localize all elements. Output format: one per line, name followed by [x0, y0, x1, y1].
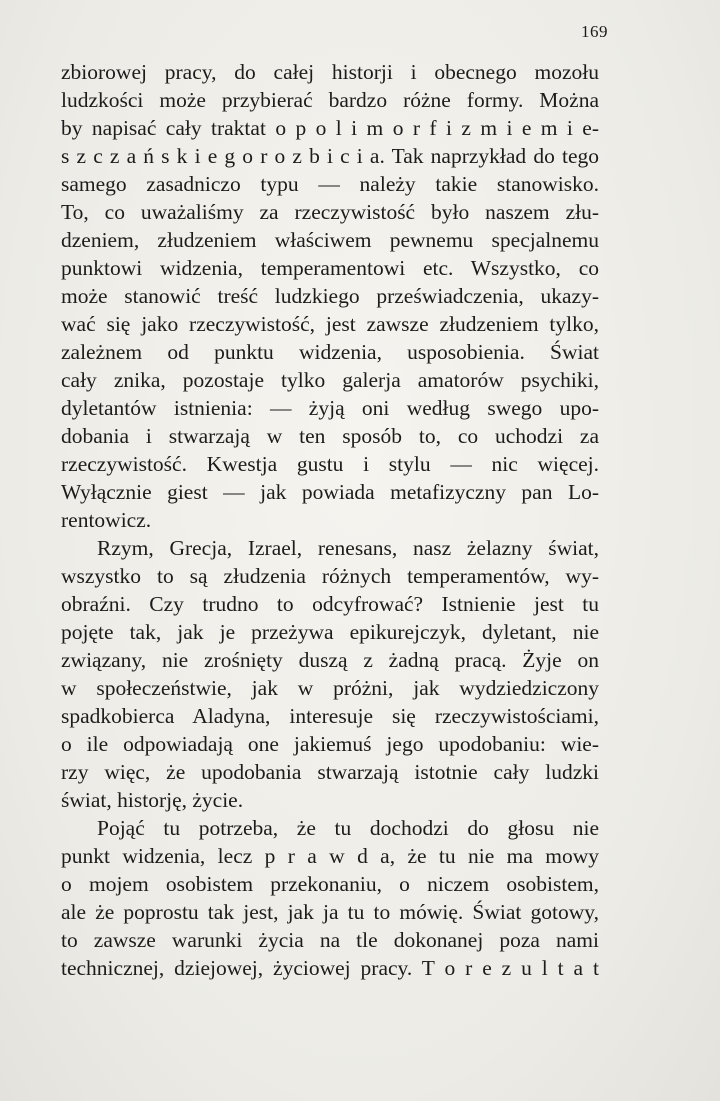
- text-line: wszystko to są złudzenia różnych temperamentów, wy-: [61, 564, 599, 588]
- text-line: o mojem osobistem przekonaniu, o niczem osobistem,: [61, 872, 599, 896]
- text-line: punktowi widzenia, temperamentowi etc. Wszystko, co: [61, 256, 599, 280]
- text-line: dobania i stwarzają w ten sposób to, co uchodzi za: [61, 424, 599, 448]
- text-line: s z c z a ń s k i e g o r o z b i c i a. Tak naprzykład do tego: [61, 144, 599, 168]
- text-line: punkt widzenia, lecz p r a w d a, że tu nie ma mowy: [61, 844, 599, 868]
- text-line: Wyłącznie giest — jak powiada metafizyczny pan Lo-: [61, 480, 599, 504]
- text-line: ale że poprostu tak jest, jak ja tu to mówię. Świat gotowy,: [61, 900, 599, 924]
- text-line: rzeczywistość. Kwestja gustu i stylu — nic więcej.: [61, 452, 599, 476]
- text-line: samego zasadniczo typu — należy takie stanowisko.: [61, 172, 599, 196]
- text-line: cały znika, pozostaje tylko galerja amatorów psychiki,: [61, 368, 599, 392]
- text-line: zbiorowej pracy, do całej historji i obecnego mozołu: [61, 60, 599, 84]
- text-line: Rzym, Grecja, Izrael, renesans, nasz żelazny świat,: [97, 536, 599, 560]
- text-line: rzy więc, że upodobania stwarzają istotnie cały ludzki: [61, 760, 599, 784]
- text-line: obraźni. Czy trudno to odcyfrować? Istnienie jest tu: [61, 592, 599, 616]
- body-text: [61, 58, 599, 982]
- text-line: wać się jako rzeczywistość, jest zawsze złudzeniem tylko,: [61, 312, 599, 336]
- text-line: rentowicz.: [61, 508, 152, 532]
- text-line: może stanowić treść ludzkiego przeświadczenia, ukazy-: [61, 284, 599, 308]
- text-line: spadkobierca Aladyna, interesuje się rzeczywistościami,: [61, 704, 599, 728]
- text-line: świat, historję, życie.: [61, 788, 244, 812]
- page-number: 169: [581, 22, 608, 41]
- text-line: pojęte tak, jak je przeżywa epikurejczyk, dyletant, nie: [61, 620, 599, 644]
- text-line: ludzkości może przybierać bardzo różne formy. Można: [61, 88, 599, 112]
- text-line: To, co uważaliśmy za rzeczywistość było naszem złu-: [61, 200, 599, 224]
- text-line: dzeniem, złudzeniem właściwem pewnemu specjalnemu: [61, 228, 599, 252]
- text-line: w społeczeństwie, jak w próżni, jak wydziedziczony: [61, 676, 599, 700]
- text-line: to zawsze warunki życia na tle dokonanej poza nami: [61, 928, 599, 952]
- text-line: o ile odpowiadają one jakiemuś jego upodobaniu: wie-: [61, 732, 599, 756]
- text-line: Pojąć tu potrzeba, że tu dochodzi do głosu nie: [97, 816, 599, 840]
- text-line: związany, nie zrośnięty duszą z żadną pracą. Żyje on: [61, 648, 599, 672]
- text-line: zależnem od punktu widzenia, usposobienia. Świat: [61, 340, 599, 364]
- text-line: dyletantów istnienia: — żyją oni według swego upo-: [61, 396, 599, 420]
- text-line: technicznej, dziejowej, życiowej pracy. T o r e z u l t a t: [61, 956, 599, 980]
- text-line: by napisać cały traktat o p o l i m o r f i z m i e m i e-: [61, 116, 599, 140]
